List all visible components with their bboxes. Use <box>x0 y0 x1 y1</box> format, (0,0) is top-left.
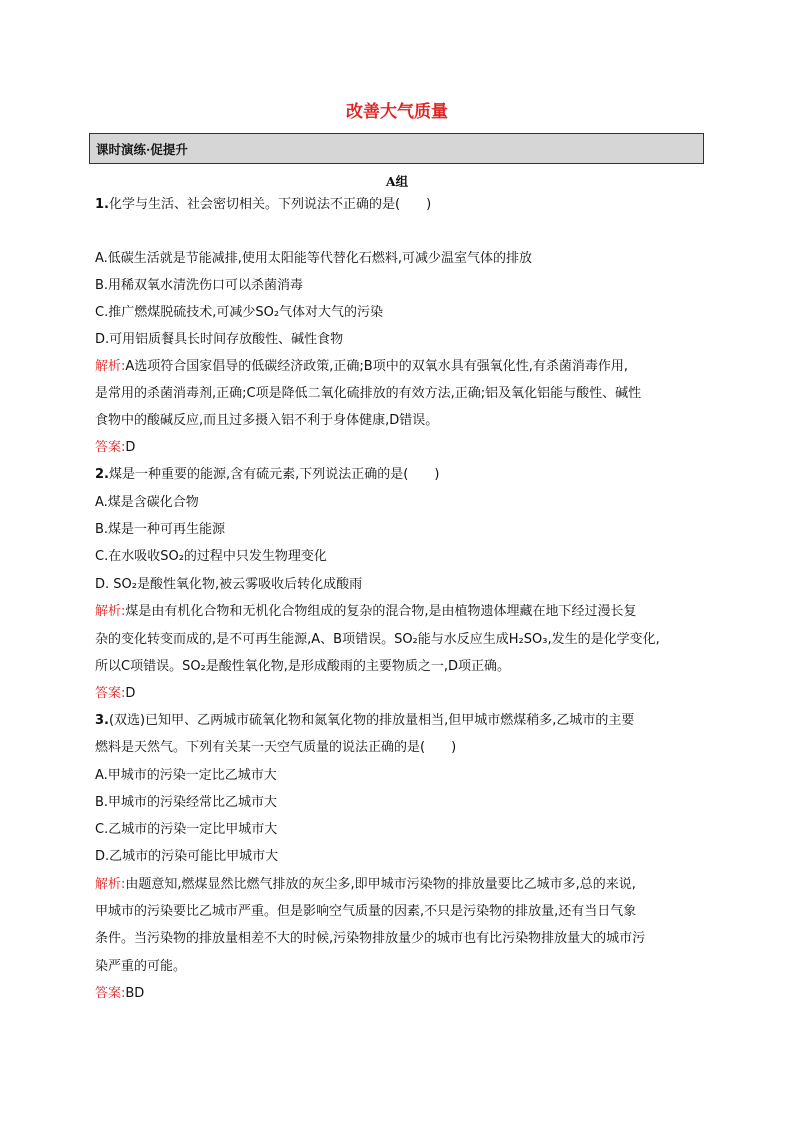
answer-line <box>95 985 144 1003</box>
answer-line <box>95 685 135 703</box>
question-stem-text: 化学与生活、社会密切相关。下列说法不正确的是( <box>108 197 401 212</box>
option-text: A.低碳生活就是节能减排,使用太阳能等代替化石燃料,可减少温室气体的排放 <box>95 251 533 266</box>
question-number: 2. <box>95 467 109 482</box>
analysis-label: 解析: <box>95 877 126 892</box>
option-text: D.乙城市的污染可能比甲城市大 <box>95 849 279 864</box>
question-stem-text: (双选)已知甲、乙两城市硫氧化物和氮氧化物的排放量相当,但甲城市燃煤稍多,乙城市的主要 <box>108 713 635 728</box>
question-stem <box>95 196 431 214</box>
question-stem <box>95 712 634 730</box>
group-label: A组 <box>385 174 409 189</box>
question-stem <box>95 466 439 484</box>
option-text: D. SO₂是酸性氧化物,被云雾吸收后转化成酸雨 <box>95 577 363 592</box>
question-number: 1. <box>95 197 109 212</box>
section-label: 课时演练·促提升 <box>96 142 188 157</box>
question-stem-text: 燃料是天然气。下列有关某一天空气质量的说法正确的是( <box>95 740 426 755</box>
answer-value: BD <box>125 986 145 1001</box>
analysis-text: 由题意知,燃煤显然比燃气排放的灰尘多,即甲城市污染物的排放量要比乙城市多,总的来说, <box>125 877 636 892</box>
analysis-line <box>95 603 637 621</box>
analysis-text: 染严重的可能。 <box>95 959 187 974</box>
analysis-text: 杂的变化转变而成的,是不可再生能源,A、B项错误。SO₂能与水反应生成H₂SO₃,发生的是化学变化, <box>95 632 660 647</box>
section-header <box>89 133 704 164</box>
page-title: 改善大气质量 <box>346 102 448 122</box>
analysis-text: 是常用的杀菌消毒剂,正确;C项是降低二氧化硫排放的有效方法,正确;铝及氧化铝能与酸性、碱性 <box>95 386 642 401</box>
question-stem-text: 煤是一种重要的能源,含有硫元素,下列说法正确的是( <box>108 467 409 482</box>
analysis-line <box>95 358 628 376</box>
option-text: B.用稀双氧水清洗伤口可以杀菌消毒 <box>95 278 304 293</box>
analysis-text: 煤是由有机化合物和无机化合物组成的复杂的混合物,是由植物遗体埋藏在地下经过漫长复 <box>125 604 637 619</box>
analysis-text: 食物中的酸碱反应,而且过多摄入铝不利于身体健康,D错误。 <box>95 413 439 428</box>
question-number: 3. <box>95 713 109 728</box>
option-text: B.甲城市的污染经常比乙城市大 <box>95 795 278 810</box>
analysis-label: 解析: <box>95 359 126 374</box>
answer-blank-close: ) <box>426 197 432 212</box>
analysis-text: A选项符合国家倡导的低碳经济政策,正确;B项中的双氧水具有强氧化性,有杀菌消毒作用, <box>125 359 628 374</box>
analysis-text: 条件。当污染物的排放量相差不大的时候,污染物排放量少的城市也有比污染物排放量大的城市污 <box>95 931 646 946</box>
option-text: C.乙城市的污染一定比甲城市大 <box>95 822 278 837</box>
option-text: A.煤是含碳化合物 <box>95 495 199 510</box>
answer-label: 答案: <box>95 686 126 701</box>
option-text: C.在水吸收SO₂的过程中只发生物理变化 <box>95 549 327 564</box>
analysis-text: 甲城市的污染要比乙城市严重。但是影响空气质量的因素,不只是污染物的排放量,还有当日气象 <box>95 904 637 919</box>
option-text: B.煤是一种可再生能源 <box>95 522 226 537</box>
question-stem-continued <box>95 739 456 757</box>
option-text: C.推广燃煤脱硫技术,可减少SO₂气体对大气的污染 <box>95 305 384 320</box>
analysis-label: 解析: <box>95 604 126 619</box>
option-text: D.可用铝质餐具长时间存放酸性、碱性食物 <box>95 332 344 347</box>
answer-label: 答案: <box>95 986 126 1001</box>
answer-value: D <box>125 440 136 455</box>
answer-value: D <box>125 686 136 701</box>
answer-line <box>95 439 135 457</box>
answer-blank-close: ) <box>451 740 457 755</box>
answer-blank-close: ) <box>434 467 440 482</box>
answer-label: 答案: <box>95 440 126 455</box>
option-text: A.甲城市的污染一定比乙城市大 <box>95 768 277 783</box>
analysis-line <box>95 876 636 894</box>
analysis-text: 所以C项错误。SO₂是酸性氧化物,是形成酸雨的主要物质之一,D项正确。 <box>95 659 511 674</box>
